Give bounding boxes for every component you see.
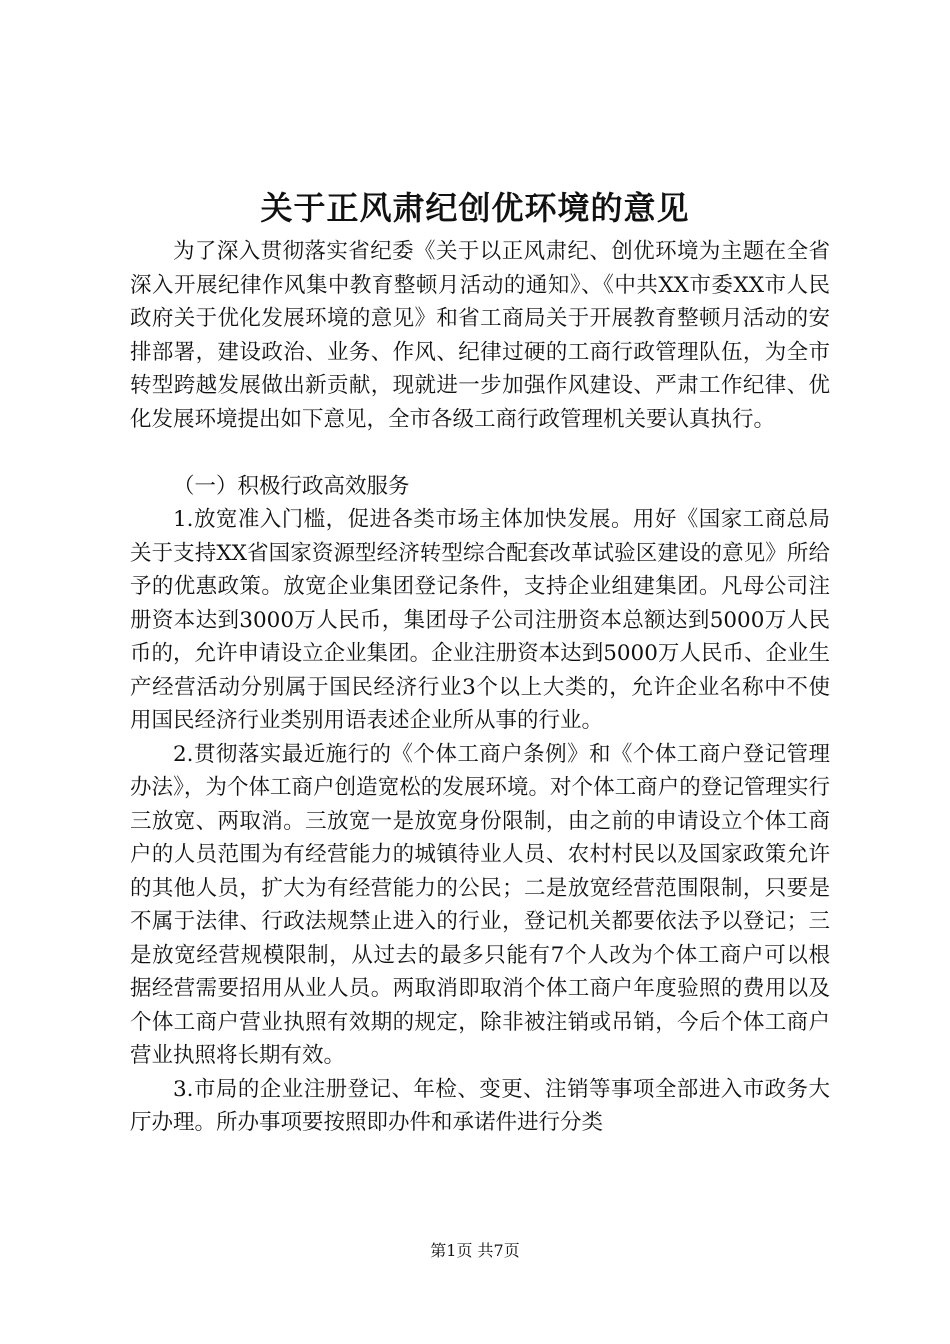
intro-paragraph: 为了深入贯彻落实省纪委《关于以正风肃纪、创优环境为主题在全省深入开展纪律作风集中教育整顿月活动的通知》、《中共XX市委XX市人民政府关于优化发展环境的意见》和省工商局关于开展教育整顿月活动的安排部署，建设政治、业务、作风、纪律过硬的工商行政管理队伍，为全市转型跨越发展做出新贡献，现就进一步加强作风建设、严肃工作纪律、优化发展环境提出如下意见，全市各级工商行政管理机关要认真执行。: [130, 239, 830, 432]
document-title: 关于正风肃纪创优环境的意见: [260, 189, 690, 227]
section-heading: （一）积极行政高效服务: [173, 473, 410, 499]
item-paragraph-1: 1.放宽准入门槛，促进各类市场主体加快发展。用好《国家工商总局关于支持XX省国家资源型经济转型综合配套改革试验区建设的意见》所给予的优惠政策。放宽企业集团登记条件，支持企业组建集团。凡母公司注册资本达到3000万人民币，集团母子公司注册资本总额达到5000万人民币的，允许申请设立企业集团。企业注册资本达到5000万人民币、企业生产经营活动分别属于国民经济行业3个以上大类的，允许企业名称中不使用国民经济行业类别用语表述企业所从事的行业。: [130, 507, 830, 733]
item-paragraph-3: 3.市局的企业注册登记、年检、变更、注销等事项全部进入市政务大厅办理。所办事项要按照即办件和承诺件进行分类: [130, 1076, 830, 1135]
page-footer: 第1页 共7页: [430, 1241, 520, 1260]
document-body: [130, 235, 830, 1140]
item-paragraph-2: 2.贯彻落实最近施行的《个体工商户条例》和《个体工商户登记管理办法》，为个体工商户创造宽松的发展环境。对个体工商户的登记管理实行三放宽、两取消。三放宽一是放宽身份限制，由之前的申请设立个体工商户的人员范围为有经营能力的城镇待业人员、农村村民以及国家政策允许的其他人员，扩大为有经营能力的公民；二是放宽经营范围限制，只要是不属于法律、行政法规禁止进入的行业，登记机关都要依法予以登记；三是放宽经营规模限制，从过去的最多只能有7个人改为个体工商户可以根据经营需要招用从业人员。两取消即取消个体工商户年度验照的费用以及个体工商户营业执照有效期的规定，除非被注销或吊销，今后个体工商户营业执照将长期有效。: [130, 741, 830, 1068]
